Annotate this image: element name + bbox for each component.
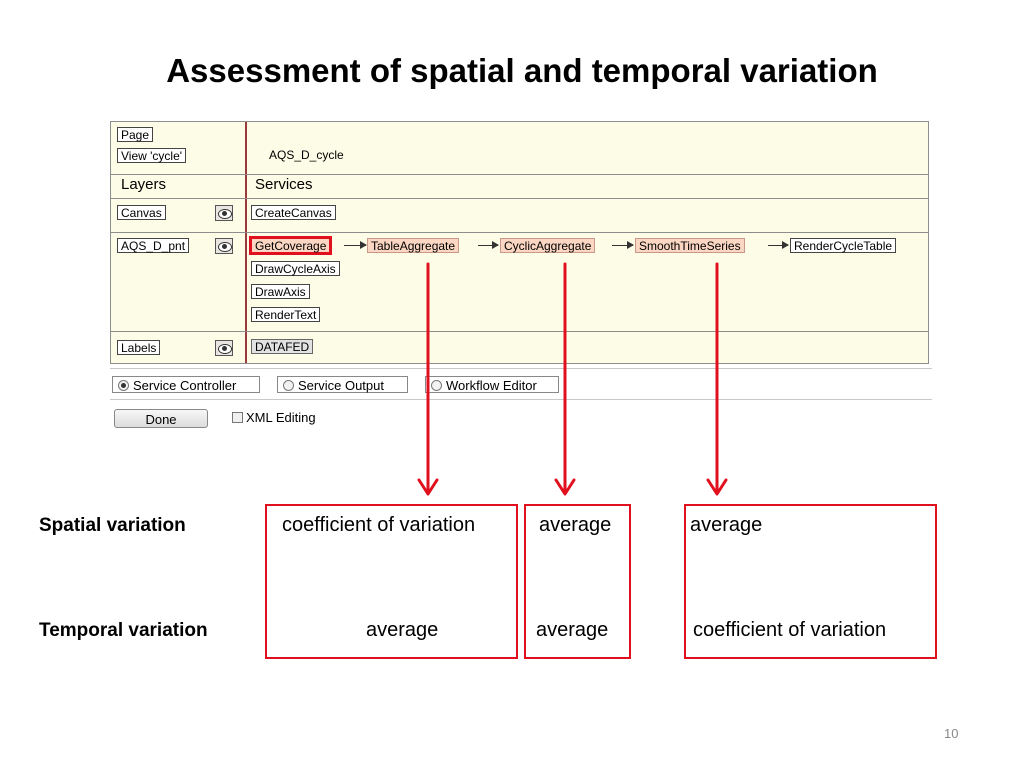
spatial-variation-label: Spatial variation — [39, 515, 186, 536]
service-controller-label: Service Controller — [133, 378, 237, 393]
temporal-variation-label: Temporal variation — [39, 620, 208, 641]
view-name: AQS_D_cycle — [269, 148, 344, 162]
draw-axis-service[interactable]: DrawAxis — [251, 284, 310, 299]
table-aggregate-spatial: coefficient of variation — [282, 514, 476, 536]
done-button[interactable]: Done — [114, 409, 208, 428]
create-canvas-service[interactable]: CreateCanvas — [251, 205, 336, 220]
datafed-service[interactable]: DATAFED — [251, 339, 313, 354]
smooth-time-series-service[interactable]: SmoothTimeSeries — [635, 238, 745, 253]
layers-header: Layers — [121, 176, 167, 193]
slide-number: 10 — [944, 726, 959, 741]
slide-title: Assessment of spatial and temporal variation — [166, 52, 878, 89]
cyclic-aggregate-temporal: average — [536, 619, 609, 641]
smooth-time-series-spatial: average — [690, 514, 763, 536]
data-layer[interactable]: AQS_D_pnt — [117, 238, 189, 253]
workflow-editor-label: Workflow Editor — [446, 378, 537, 393]
canvas-layer[interactable]: Canvas — [117, 205, 166, 220]
cyclic-aggregate-service[interactable]: CyclicAggregate — [500, 238, 595, 253]
xml-editing-label: XML Editing — [246, 410, 316, 425]
table-aggregate-temporal: average — [366, 619, 439, 641]
services-header: Services — [255, 176, 313, 193]
view-label[interactable]: View 'cycle' — [117, 148, 186, 163]
service-output-label: Service Output — [298, 378, 384, 393]
table-aggregate-service[interactable]: TableAggregate — [367, 238, 459, 253]
draw-cycle-axis-service[interactable]: DrawCycleAxis — [251, 261, 340, 276]
page-label[interactable]: Page — [117, 127, 153, 142]
render-text-service[interactable]: RenderText — [251, 307, 320, 322]
labels-layer[interactable]: Labels — [117, 340, 160, 355]
get-coverage-service[interactable]: GetCoverage — [249, 236, 332, 255]
cyclic-aggregate-spatial: average — [539, 514, 612, 536]
smooth-time-series-temporal: coefficient of variation — [693, 619, 887, 641]
render-cycle-table-service[interactable]: RenderCycleTable — [790, 238, 896, 253]
